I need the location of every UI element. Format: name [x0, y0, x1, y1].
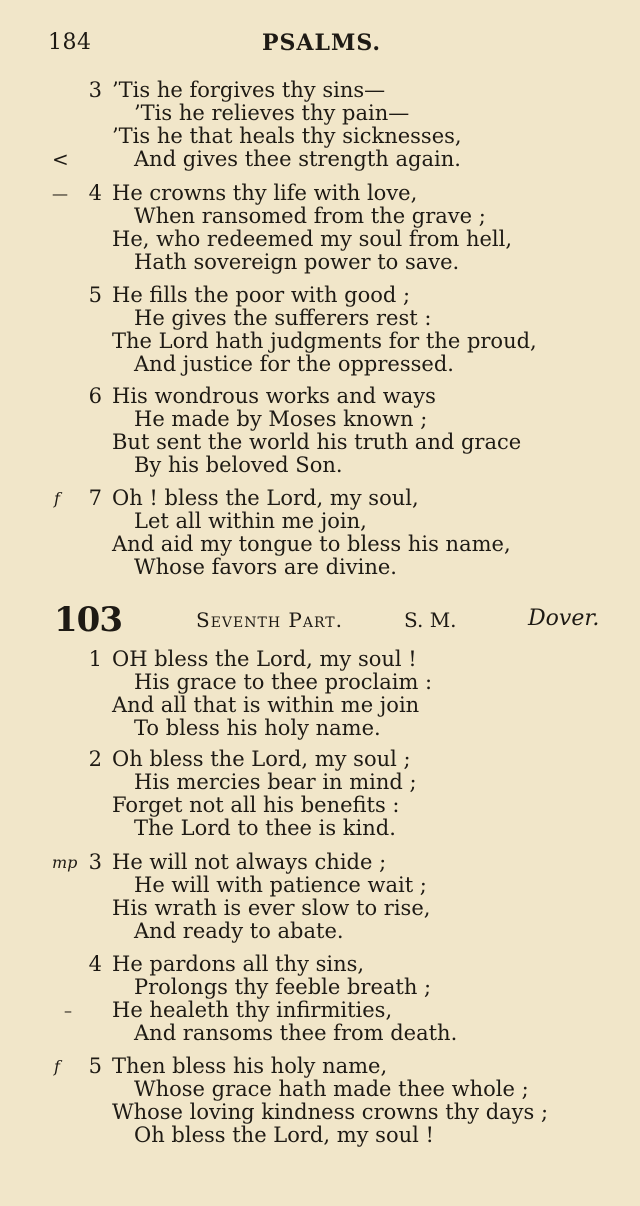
verse-line: He gives the sufferers rest : [134, 306, 432, 330]
stanza-number: 3 [88, 850, 102, 874]
verse-line: His wrath is ever slow to rise, [112, 896, 431, 920]
verse-line: And ready to abate. [134, 919, 344, 943]
hymn-tune: Dover. [528, 606, 600, 631]
verse-line: And aid my tongue to bless his name, [112, 532, 511, 556]
verse-line: He made by Moses known ; [134, 407, 428, 431]
stanza-number: 4 [88, 181, 102, 205]
stanza-number: 5 [88, 283, 102, 307]
verse-line: The Lord hath judgments for the proud, [112, 329, 537, 353]
dynamic-mark: f [54, 1057, 60, 1076]
verse-line: He will with patience wait ; [134, 873, 427, 897]
verse-line: And all that is within me join [112, 693, 420, 717]
stanza-number: 2 [88, 747, 102, 771]
dynamic-mark: f [54, 489, 60, 508]
verse-line: ’Tis he forgives thy sins— [112, 78, 386, 102]
hymn-number: 103 [54, 600, 122, 640]
verse-line: Whose loving kindness crowns thy days ; [112, 1100, 549, 1124]
verse-line: He, who redeemed my soul from hell, [112, 227, 513, 251]
verse-line: Let all within me join, [134, 509, 367, 533]
verse-line: By his beloved Son. [134, 453, 343, 477]
verse-line: Prolongs thy feeble breath ; [134, 975, 432, 999]
verse-line: He healeth thy infirmities, [112, 998, 393, 1022]
page-title: PSALMS. [262, 30, 382, 56]
verse-line: His mercies bear in mind ; [134, 770, 417, 794]
hymn-part: Seventh Part. [196, 608, 343, 632]
verse-line: His grace to thee proclaim : [134, 670, 433, 694]
dynamic-mark: – [64, 1001, 72, 1020]
verse-line: He will not always chide ; [112, 850, 387, 874]
hymn-heading [0, 600, 640, 640]
verse-line: His wondrous works and ways [112, 384, 436, 408]
verse-line: And gives thee strength again. [134, 147, 461, 171]
verse-line: And ransoms thee from death. [134, 1021, 458, 1045]
stanza-number: 6 [88, 384, 102, 408]
verse-line: But sent the world his truth and grace [112, 430, 522, 454]
verse-line: Oh bless the Lord, my soul ; [112, 747, 411, 771]
stanza-number: 5 [88, 1054, 102, 1078]
verse-line: The Lord to thee is kind. [134, 816, 396, 840]
verse-line: Forget not all his benefits : [112, 793, 400, 817]
verse-line: Then bless his holy name, [112, 1054, 388, 1078]
verse-line: Whose grace hath made thee whole ; [134, 1077, 529, 1101]
dynamic-mark: < [52, 147, 69, 171]
hymn-meter: S. M. [404, 608, 457, 632]
verse-line: Hath sovereign power to save. [134, 250, 460, 274]
dynamic-mark: — [52, 184, 68, 203]
stanza-number: 7 [88, 486, 102, 510]
verse-line: ’Tis he relieves thy pain— [134, 101, 410, 125]
verse-line: When ransomed from the grave ; [134, 204, 486, 228]
verse-line: Oh ! bless the Lord, my soul, [112, 486, 419, 510]
verse-line: To bless his holy name. [134, 716, 381, 740]
verse-line: And justice for the oppressed. [134, 352, 454, 376]
verse-line: Whose favors are divine. [134, 555, 397, 579]
stanza-number: 1 [88, 647, 102, 671]
page-number: 184 [48, 30, 92, 55]
verse-line: OH bless the Lord, my soul ! [112, 647, 417, 671]
verse-line: He crowns thy life with love, [112, 181, 418, 205]
verse-line: He pardons all thy sins, [112, 952, 365, 976]
stanza-number: 4 [88, 952, 102, 976]
dynamic-mark: mp [52, 853, 78, 872]
verse-line: ’Tis he that heals thy sicknesses, [112, 124, 462, 148]
verse-line: Oh bless the Lord, my soul ! [134, 1123, 434, 1147]
verse-line: He fills the poor with good ; [112, 283, 411, 307]
stanza-number: 3 [88, 78, 102, 102]
